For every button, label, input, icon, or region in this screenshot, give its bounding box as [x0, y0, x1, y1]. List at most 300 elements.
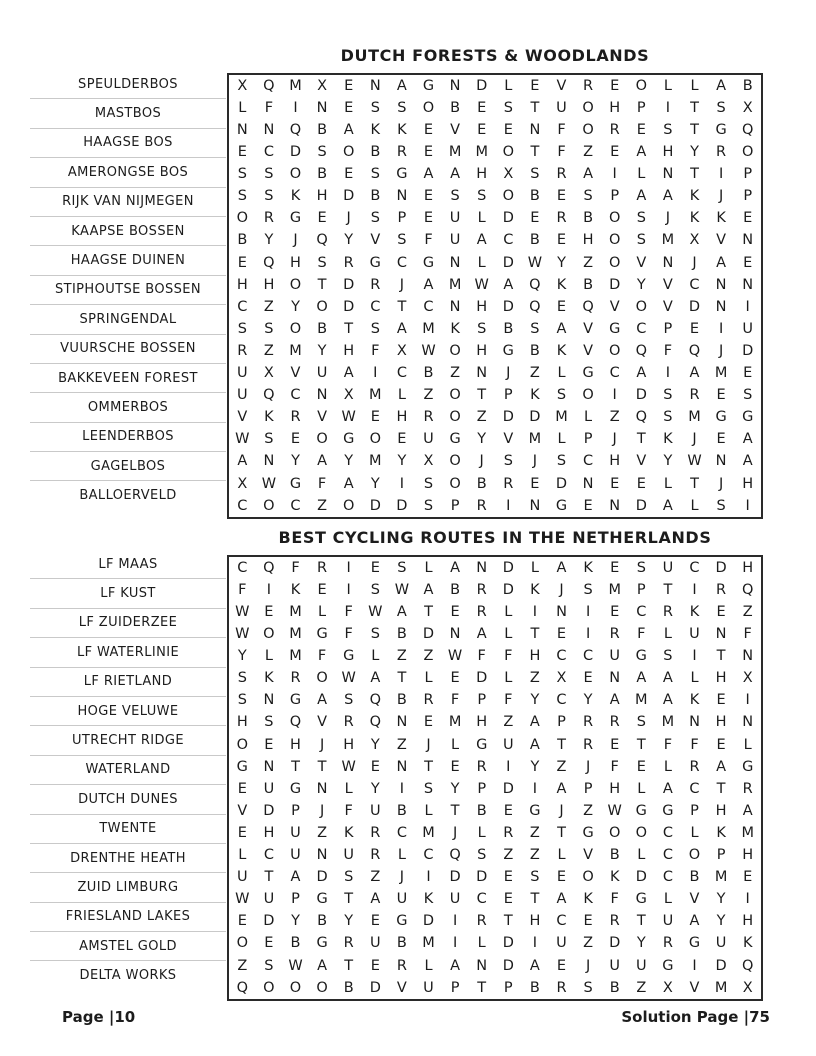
grid-letter: B	[609, 847, 620, 864]
grid-letter: G	[635, 648, 647, 665]
grid-letter: Z	[583, 935, 594, 952]
grid-letter: L	[424, 559, 433, 576]
grid-letter: I	[692, 581, 697, 598]
grid-letter: J	[559, 581, 564, 598]
grid-letter: R	[476, 581, 487, 598]
grid-letter: F	[504, 648, 513, 665]
grid-letter: A	[662, 670, 673, 687]
grid-letter: G	[289, 475, 302, 492]
grid-letter: Y	[583, 692, 593, 709]
grid-letter: S	[503, 99, 513, 116]
grid-letter: V	[583, 847, 594, 864]
grid-letter: N	[476, 365, 488, 382]
grid-letter: Q	[263, 77, 275, 94]
grid-letter: C	[662, 869, 673, 886]
grid-letter: D	[555, 475, 568, 492]
grid-letter: K	[742, 935, 753, 952]
grid-letter: A	[396, 603, 407, 620]
grid-letter: J	[718, 342, 724, 359]
grid-letter: M	[422, 824, 435, 841]
grid-letter: Q	[289, 121, 302, 138]
grid-letter: V	[396, 979, 407, 996]
grid-letter: F	[690, 736, 699, 753]
grid-letter: C	[689, 780, 700, 797]
grid-letter: C	[503, 232, 514, 249]
grid-letter: E	[290, 431, 301, 448]
grid-letter: E	[423, 188, 434, 205]
grid-letter: U	[369, 802, 381, 819]
grid-letter: U	[236, 869, 248, 886]
grid-letter: Y	[370, 475, 380, 492]
grid-letter: J	[585, 758, 591, 775]
grid-letter: A	[503, 276, 514, 293]
grid-letter: I	[745, 298, 750, 315]
grid-letter: J	[612, 431, 617, 448]
grid-letter: Y	[291, 298, 300, 315]
grid-letter: E	[264, 935, 274, 952]
grid-letter: N	[476, 957, 488, 974]
grid-letter: G	[662, 802, 674, 819]
grid-letter: U	[290, 824, 301, 841]
grid-letter: U	[609, 648, 620, 665]
grid-letter: R	[503, 824, 514, 841]
grid-letter: P	[610, 188, 620, 205]
grid-letter: M	[289, 648, 302, 665]
grid-letter: L	[477, 210, 486, 227]
grid-letter: E	[583, 670, 593, 687]
grid-letter: J	[692, 431, 697, 448]
grid-letter: U	[715, 935, 727, 952]
grid-letter: Y	[370, 780, 380, 797]
grid-letter: G	[316, 891, 328, 908]
grid-letter: P	[503, 979, 513, 996]
grid-letter: D	[343, 276, 355, 293]
grid-letter: E	[477, 99, 487, 116]
grid-letter: R	[609, 714, 620, 731]
grid-letter: O	[316, 298, 328, 315]
grid-letter: P	[636, 581, 646, 598]
grid-letter: R	[237, 342, 248, 359]
grid-letter: P	[503, 387, 513, 404]
grid-letter: L	[743, 736, 752, 753]
grid-letter: F	[291, 559, 300, 576]
grid-letter: Q	[263, 254, 275, 271]
grid-letter: W	[341, 758, 356, 775]
grid-letter: B	[290, 935, 301, 952]
grid-letter: I	[266, 581, 272, 598]
grid-letter: G	[582, 365, 594, 382]
grid-letter: A	[716, 758, 727, 775]
grid-letter: T	[530, 891, 540, 908]
grid-letter: H	[715, 802, 727, 819]
grid-letter: E	[636, 758, 646, 775]
grid-letter: D	[502, 254, 514, 271]
grid-letter: E	[370, 957, 380, 974]
grid-letter: Y	[237, 648, 247, 665]
grid-letter: N	[689, 714, 700, 731]
grid-letter: S	[344, 869, 354, 886]
grid-letter: E	[503, 121, 513, 138]
grid-letter: P	[743, 188, 753, 205]
grid-letter: L	[557, 847, 566, 864]
grid-letter: R	[583, 714, 594, 731]
grid-letter: V	[237, 409, 248, 426]
grid-letter: G	[289, 210, 302, 227]
grid-letter: B	[396, 626, 407, 643]
grid-letter: T	[477, 979, 487, 996]
grid-letter: Q	[688, 342, 701, 359]
grid-letter: J	[585, 957, 591, 974]
grid-letter: Z	[742, 603, 753, 620]
grid-letter: T	[530, 144, 540, 161]
grid-letter: K	[583, 559, 593, 576]
grid-letter: E	[370, 758, 380, 775]
grid-letter: S	[530, 166, 540, 183]
grid-letter: C	[556, 692, 567, 709]
grid-letter: A	[556, 891, 567, 908]
grid-letter: I	[532, 780, 538, 797]
grid-letter: G	[476, 736, 488, 753]
grid-letter: Q	[529, 298, 541, 315]
word-list-item: GAGELBOS	[30, 452, 226, 481]
grid-letter: O	[688, 847, 701, 864]
grid-letter: C	[636, 603, 647, 620]
grid-letter: C	[263, 144, 274, 161]
grid-letter: B	[742, 77, 753, 94]
grid-letter: M	[289, 626, 302, 643]
grid-letter: H	[290, 254, 301, 271]
grid-letter: A	[423, 166, 434, 183]
grid-letter: S	[423, 497, 434, 514]
grid-letter: E	[583, 913, 593, 930]
grid-letter: L	[477, 935, 486, 952]
grid-letter: C	[662, 847, 673, 864]
grid-letter: A	[370, 891, 381, 908]
grid-letter: F	[663, 736, 673, 753]
grid-letter: A	[689, 913, 700, 930]
grid-letter: L	[504, 670, 513, 687]
grid-letter: R	[556, 210, 567, 227]
grid-letter: C	[583, 453, 594, 470]
grid-letter: W	[341, 670, 356, 687]
grid-letter: Q	[741, 581, 754, 598]
grid-letter: K	[716, 824, 726, 841]
grid-letter: R	[689, 758, 700, 775]
grid-letter: F	[317, 648, 327, 665]
grid-letter: A	[529, 714, 540, 731]
grid-letter: E	[716, 387, 726, 404]
grid-letter: Z	[423, 387, 434, 404]
grid-letter: R	[370, 847, 381, 864]
grid-letter: A	[450, 957, 461, 974]
grid-letter: T	[291, 758, 300, 775]
grid-letter: R	[343, 935, 354, 952]
grid-letter: J	[665, 210, 671, 227]
grid-letter: S	[530, 320, 540, 337]
grid-letter: U	[609, 957, 620, 974]
grid-letter: F	[371, 342, 380, 359]
grid-letter: H	[343, 736, 355, 753]
grid-letter: G	[396, 913, 408, 930]
grid-letter: A	[716, 254, 727, 271]
grid-letter: E	[237, 780, 247, 797]
grid-letter: I	[585, 626, 591, 643]
puzzle1-letter-grid	[227, 73, 763, 519]
grid-letter: T	[636, 431, 646, 448]
grid-letter: A	[662, 780, 673, 797]
grid-letter: B	[529, 342, 540, 359]
grid-letter: V	[290, 365, 301, 382]
grid-letter: C	[237, 298, 248, 315]
grid-letter: R	[583, 77, 594, 94]
grid-letter: B	[476, 802, 487, 819]
grid-letter: Y	[291, 453, 300, 470]
grid-letter: Z	[529, 824, 540, 841]
grid-letter: B	[529, 188, 540, 205]
grid-letter: O	[741, 144, 754, 161]
grid-letter: H	[476, 342, 488, 359]
grid-letter: R	[609, 121, 620, 138]
grid-letter: U	[343, 847, 354, 864]
grid-letter: Y	[636, 935, 646, 952]
grid-letter: L	[451, 736, 460, 753]
grid-letter: X	[742, 670, 753, 687]
grid-letter: O	[502, 144, 514, 161]
grid-letter: Y	[716, 913, 726, 930]
grid-letter: X	[237, 475, 248, 492]
grid-letter: J	[399, 276, 405, 293]
grid-letter: R	[662, 935, 673, 952]
grid-letter: K	[450, 320, 460, 337]
grid-letter: Z	[423, 648, 434, 665]
grid-letter: X	[662, 979, 673, 996]
grid-letter: W	[421, 342, 436, 359]
grid-letter: M	[422, 320, 435, 337]
grid-letter: I	[452, 913, 458, 930]
grid-letter: I	[373, 365, 378, 382]
grid-letter: G	[502, 342, 514, 359]
grid-letter: E	[610, 603, 620, 620]
grid-letter: R	[476, 758, 487, 775]
grid-letter: T	[264, 869, 274, 886]
grid-letter: E	[423, 210, 434, 227]
grid-letter: S	[370, 210, 380, 227]
grid-letter: H	[236, 276, 248, 293]
grid-letter: S	[237, 692, 247, 709]
grid-letter: Q	[449, 847, 461, 864]
grid-letter: M	[448, 714, 462, 731]
grid-letter: Z	[317, 497, 328, 514]
grid-letter: U	[556, 99, 567, 116]
grid-letter: I	[399, 780, 405, 797]
word-list-item: RIJK VAN NIJMEGEN	[30, 188, 226, 217]
grid-letter: A	[556, 320, 567, 337]
grid-letter: A	[556, 780, 567, 797]
grid-letter: E	[556, 232, 567, 249]
grid-letter: D	[609, 276, 621, 293]
grid-letter: K	[370, 121, 381, 138]
grid-letter: V	[716, 232, 727, 249]
grid-letter: K	[343, 824, 354, 841]
grid-letter: A	[343, 475, 354, 492]
grid-letter: Y	[636, 276, 646, 293]
grid-letter: E	[610, 144, 620, 161]
grid-letter: S	[636, 232, 646, 249]
grid-letter: Z	[263, 298, 274, 315]
grid-letter: T	[636, 913, 646, 930]
grid-letter: C	[583, 648, 594, 665]
grid-letter: E	[397, 431, 407, 448]
grid-letter: L	[264, 648, 273, 665]
grid-letter: B	[609, 979, 620, 996]
grid-letter: M	[661, 232, 675, 249]
grid-letter: W	[235, 891, 250, 908]
grid-letter: S	[423, 780, 434, 797]
grid-letter: S	[450, 188, 460, 205]
grid-letter: C	[423, 298, 434, 315]
grid-letter: N	[449, 626, 461, 643]
grid-letter: U	[316, 365, 328, 382]
grid-letter: E	[610, 77, 620, 94]
grid-letter: C	[476, 891, 487, 908]
grid-letter: K	[556, 342, 567, 359]
word-list-item: UTRECHT RIDGE	[30, 726, 226, 755]
grid-letter: V	[662, 298, 673, 315]
grid-letter: L	[637, 847, 646, 864]
grid-letter: K	[397, 121, 407, 138]
grid-letter: L	[637, 166, 646, 183]
grid-letter: R	[742, 780, 753, 797]
grid-letter: G	[369, 254, 381, 271]
grid-letter: D	[715, 559, 727, 576]
grid-letter: S	[264, 166, 274, 183]
grid-letter: D	[476, 869, 488, 886]
grid-letter: N	[369, 77, 381, 94]
grid-letter: Y	[264, 232, 274, 249]
grid-letter: Y	[690, 144, 699, 161]
grid-letter: F	[424, 232, 433, 249]
grid-letter: E	[743, 210, 753, 227]
grid-letter: E	[689, 320, 700, 337]
grid-letter: A	[476, 232, 487, 249]
grid-letter: N	[742, 232, 754, 249]
grid-letter: S	[583, 188, 593, 205]
grid-letter: T	[424, 603, 433, 620]
grid-letter: H	[715, 670, 727, 687]
grid-letter: L	[238, 99, 247, 116]
grid-letter: O	[263, 626, 275, 643]
grid-letter: M	[289, 77, 302, 94]
grid-letter: J	[319, 736, 325, 753]
grid-letter: R	[317, 559, 328, 576]
grid-letter: I	[745, 891, 750, 908]
grid-letter: S	[237, 166, 247, 183]
grid-letter: C	[662, 824, 673, 841]
grid-letter: R	[609, 626, 620, 643]
grid-letter: Z	[529, 365, 540, 382]
grid-letter: I	[452, 935, 458, 952]
word-list-item: TWENTE	[30, 815, 226, 844]
grid-letter: I	[718, 320, 724, 337]
grid-letter: D	[289, 144, 302, 161]
grid-letter: O	[449, 453, 461, 470]
grid-letter: S	[237, 320, 247, 337]
grid-letter: D	[688, 298, 701, 315]
word-list-item: HAAGSE BOS	[30, 129, 226, 158]
grid-letter: Z	[609, 409, 620, 426]
grid-letter: D	[449, 869, 461, 886]
grid-letter: N	[662, 166, 674, 183]
grid-letter: O	[422, 99, 435, 116]
grid-letter: M	[608, 581, 621, 598]
grid-letter: E	[237, 824, 247, 841]
grid-letter: R	[609, 913, 620, 930]
grid-letter: F	[637, 626, 646, 643]
grid-letter: W	[341, 409, 356, 426]
grid-letter: D	[369, 497, 381, 514]
grid-letter: L	[371, 648, 380, 665]
grid-letter: H	[715, 714, 727, 731]
grid-letter: J	[532, 453, 538, 470]
grid-letter: W	[687, 453, 702, 470]
grid-letter: L	[504, 603, 513, 620]
grid-letter: L	[504, 626, 513, 643]
grid-letter: Z	[396, 648, 407, 665]
word-list-item: DUTCH DUNES	[30, 785, 226, 814]
grid-letter: L	[663, 891, 672, 908]
grid-letter: I	[612, 387, 617, 404]
grid-letter: O	[449, 409, 461, 426]
grid-letter: Z	[529, 670, 540, 687]
grid-letter: W	[261, 475, 277, 492]
grid-letter: G	[449, 431, 461, 448]
grid-letter: D	[343, 298, 355, 315]
grid-letter: S	[663, 648, 673, 665]
grid-letter: E	[556, 957, 567, 974]
grid-letter: O	[449, 475, 461, 492]
grid-letter: A	[396, 77, 407, 94]
grid-letter: S	[716, 99, 726, 116]
grid-letter: I	[665, 99, 671, 116]
grid-letter: L	[477, 824, 486, 841]
grid-letter: H	[263, 824, 275, 841]
grid-letter: I	[692, 957, 697, 974]
grid-letter: M	[555, 409, 568, 426]
grid-letter: C	[556, 913, 567, 930]
grid-letter: O	[582, 869, 594, 886]
grid-letter: L	[424, 802, 433, 819]
grid-letter: B	[396, 935, 407, 952]
grid-letter: G	[289, 692, 302, 709]
grid-letter: W	[235, 626, 250, 643]
grid-letter: J	[479, 453, 484, 470]
grid-letter: A	[556, 559, 567, 576]
grid-letter: W	[607, 802, 622, 819]
grid-letter: E	[264, 736, 274, 753]
grid-letter: D	[502, 210, 514, 227]
grid-letter: U	[662, 559, 674, 576]
grid-letter: A	[317, 957, 328, 974]
grid-letter: B	[583, 210, 594, 227]
grid-letter: U	[556, 935, 567, 952]
grid-letter: T	[503, 913, 513, 930]
grid-letter: G	[396, 166, 408, 183]
grid-letter: I	[293, 99, 298, 116]
word-list-item: VUURSCHE BOSSEN	[30, 335, 226, 364]
grid-letter: V	[636, 254, 647, 271]
grid-letter: Y	[530, 758, 540, 775]
grid-letter: H	[582, 232, 594, 249]
